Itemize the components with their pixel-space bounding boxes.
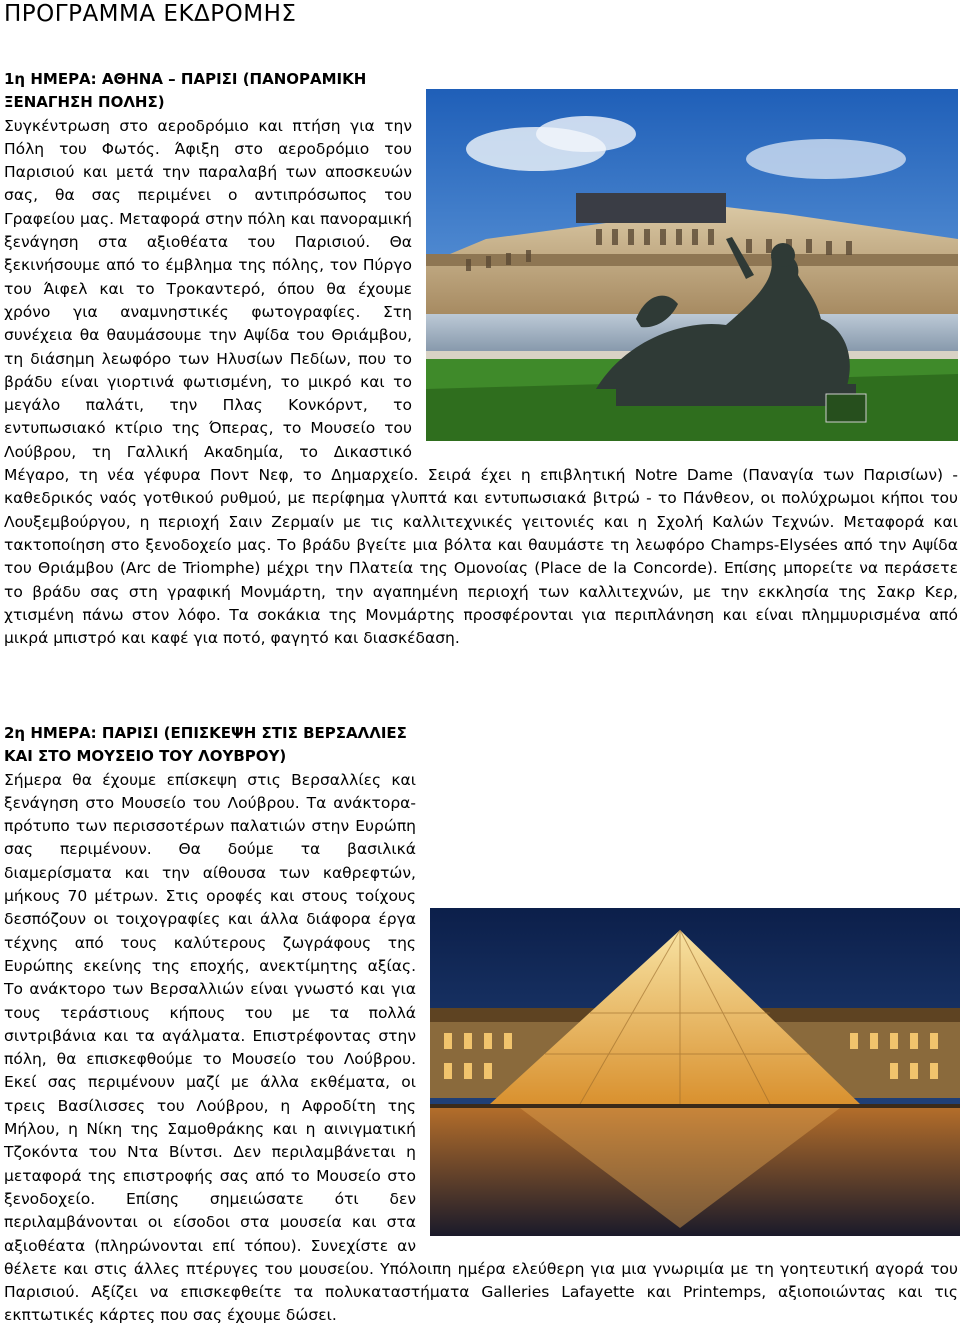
day-1-heading: 1η ΗΜΕΡΑ: ΑΘΗΝΑ – ΠΑΡΙΣΙ (ΠΑΝΟΡΑΜΙΚΗ ΞΕΝΑΓΗΣΗ ΠΟΛΗΣ) (4, 70, 367, 112)
versailles-photo-graphic (426, 89, 958, 441)
louvre-pyramid-photo-graphic (430, 908, 960, 1236)
day-1-section (4, 68, 958, 650)
day-1-body: Συγκέντρωση στο αεροδρόμιο και πτήση για την Πόλη του Φωτός. Άφιξη στο αεροδρόμιο του Παρισιού και μετά την παραλαβή των αποσκευών σας, θα σας περιμένει ο αντιπρόσωπος του Γραφείου μας. Μεταφορά στην πόλη και πανοραμική ξενάγηση στα αξιοθέατα του Παρισιού. Θα ξεκινήσουμε από το έμβλημα της πόλης, τον Πύργο του Άιφελ και το Τροκαντερό, όπου θα έχουμε χρόνο για αναμνηστικές φωτογραφίες. Στη συνέχεια θα θαυμάσουμε την Αψίδα του Θριάμβου, τη διάσημη λεωφόρο των Ηλυσίων Πεδίων, που το βράδυ είναι γιορτινά φωτισμένη, το μικρό και το μεγάλο παλάτι, την Πλας Κονκόρντ, το εντυπωσιακό κτίριο της Όπερας, το Μουσείο του Λούβρου, τη Γαλλική Ακαδημία, το Δικαστικό Μέγαρο, τη νέα γέφυρα Ποντ Νεφ, το Δημαρχείο. Σειρά έχει η επιβλητική Notre Dame (Παναγία των Παρισίων) - καθεδρικός ναός γοτθικού ρυθμού, με περίφημα γλυπτά και εντυπωσιακά βιτρώ - το Πάνθεον, οι πολύχρωμοι κήποι του Λουξεμβούργου, η περιοχή Σαιν Ζερμαίν με τις καλλιτεχνικές γειτονιές και η Σχολή Καλών Τεχνών. Μεταφορά και τακτοποίηση στο ξενοδοχείο μας. Το βράδυ βγείτε μια βόλτα και θαυμάστε τη λεωφόρο Champs-Elysées από την Αψίδα του Θριάμβου (Arc de Triomphe) μέχρι την Πλατεία της Ομονοίας (Place de la Concorde). Επίσης μπορείτε να περάσετε το βράδυ σας στη γραφική Μονμάρτη, την αγαπημένη περιοχή των καλλιτεχνών, με την εκκλησία της Σακρ Κερ, χτισμένη πάνω στον λόφο. Τα σοκάκια της Μονμάρτης προσφέρονται για περιπλάνηση και είναι πλημμυρισμένα από μικρά μπιστρό και καφέ για ποτό, φαγητό και διασκέδαση. (4, 116, 958, 648)
day-2-section (4, 722, 958, 1328)
day-2-body: Σήμερα θα έχουμε επίσκεψη στις Βερσαλλίες και ξενάγηση στο Μουσείο του Λούβρου. Τα ανάκτορα-πρότυπο των περισσοτέρων παλατιών στην Ευρώπη σας περιμένουν. Θα δούμε τα βασιλικά διαμερίσματα και την αίθουσα των καθρεφτών, μήκους 70 μέτρων. Στις οροφές και στους τοίχους δεσπόζουν οι τοιχογραφίες και άλλα διάφορα έργα τέχνης από τους καλύτερους ζωγράφους της Ευρώπης εκείνης της εποχής, ανεκτίμητης αξίας. Το ανάκτορο των Βερσαλλιών είναι γνωστό και για τους τεράστιους κήπους του με τα πολλά σιντριβάνια και τα αγάλματα. Επιστρέφοντας στην πόλη, θα επισκεφθούμε το Μουσείο του Λούβρου. Εκεί σας περιμένουν μαζί με άλλα εκθέματα, οι τρεις Βασίλισσες του Λούβρου, η Αφροδίτη της Μήλου, η Νίκη της Σαμοθράκης και η αινιγματική Τζοκόντα του Ντα Βίντσι. Δεν περιλαμβάνεται η μεταφορά της επιστροφής σας από το Μουσείο στο ξενοδοχείο. Επίσης σημειώσατε ότι δεν περιλαμβάνονται οι είσοδοι στα μουσεία και στα αξιοθέατα (πληρώνονται επί τόπου). Συνεχίστε αν θέλετε και στις άλλες πτέρυγες του μουσείου. Υπόλοιπη ημέρα ελεύθερη για μια γνωριμία με τη γοητευτική αγορά του Παρισιού. Αξίζει να επισκεφθείτε τα πολυκαταστήματα Galleries Lafayette και Printemps, αξιοποιώντας και τις εκπτωτικές κάρτες που σας έχουμε δώσει. (4, 770, 958, 1325)
page-title: ΠΡΟΓΡΑΜΜΑ ΕΚΔΡΟΜΗΣ (4, 1, 297, 27)
versailles-photo (426, 89, 958, 441)
day-2-heading: 2η ΗΜΕΡΑ: ΠΑΡΙΣΙ (ΕΠΙΣΚΕΨΗ ΣΤΙΣ ΒΕΡΣΑΛΛΙΕΣ ΚΑΙ ΣΤΟ ΜΟΥΣΕΙΟ ΤΟΥ ΛΟΥΒΡΟΥ) (4, 724, 407, 766)
louvre-pyramid-photo (430, 908, 960, 1236)
